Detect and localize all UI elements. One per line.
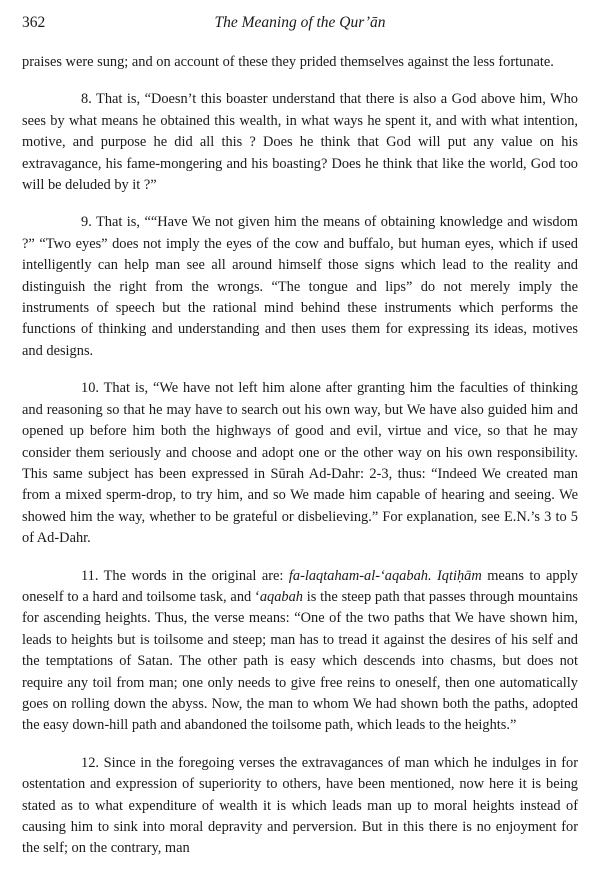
note-11-text-c: is the steep path that passes through mountains for ascending heights. Thus, the verse means: “One of the two paths that We have shown him, leads to heights but is toilsome and steep; man has to tread it against the desires of his self and the temptations of Satan. The other path is easy which descends into chasms, but does not require any toil from man; one only needs to give free reins to oneself, then one automatically goes on rolling down the abyss. Now, the man to whom We had shown both the paths, adopted the easy down-hill path and abandoned the toilsome path, which leads to the heights.”	[22, 588, 578, 734]
explanatory-notes	[22, 52, 578, 876]
note-continuation: praises were sung; and on account of these they prided themselves against the less fortunate.	[22, 54, 554, 70]
note-8: 8. That is, “Doesn’t this boaster understand that there is also a God above him, Who sees by what means he obtained this wealth, in what ways he spent it, and with what intention, motive, and purpose he did all this ? Does he think that God will put any value on his extravagance, his fame-mongering and his boasting? Does he think that like the world, God too will be deluded by it ?”	[22, 91, 578, 194]
page-number: 362	[22, 14, 46, 31]
note-11-aqabah: aqabah	[259, 588, 303, 605]
note-10: 10. That is, “We have not left him alone after granting him the faculties of thinking and reasoning so that he may have to search out his own way, but We have also guided him and opened up before him both the highways of good and evil, virtue and vice, so that he may consider them seriously and choose and adopt one or the other way on his own responsibility. This same subject has been expressed in Sūrah Ad-Dahr: 2-3, thus: “Indeed We created man from a mixed sperm-drop, to try him, and so We made him capable of hearing and seeing. We showed him the way, whether to be grateful or disbelieving.” For explanation, see E.N.’s 3 to 5 of Ad-Dahr.	[22, 380, 578, 547]
note-11-text-b: means to apply oneself to a hard and toilsome task, and ‘	[22, 567, 578, 605]
note-11-text-a: 11. The words in the original are:	[81, 567, 289, 584]
note-11	[22, 566, 578, 737]
running-title: The Meaning of the Qur’ān	[214, 14, 386, 31]
note-12: 12. Since in the foregoing verses the extravagances of man which he indulges in for ostentation and expression of superiority to others, have been mentioned, now here it is being stated as to what expenditure of wealth it is which leads man up to moral heights instead of causing him to sink into moral depravity and perversion. But in this there is no enjoyment for the self; on the contrary, man	[22, 754, 578, 857]
page-header	[22, 14, 578, 32]
note-11-transliteration: fa-laqtaham-al-‘aqabah. Iqtiḥām	[288, 567, 482, 584]
note-9: 9. That is, ““Have We not given him the means of obtaining knowledge and wisdom ?” “Two eyes” does not imply the eyes of the cow and buffalo, but human eyes, which if used intelligently can help man see all around himself those signs which lead to the reality and distinguish the right from the wrongs. “The tongue and lips” do not merely imply the instruments of speech but the rational mind behind these instruments which performs the functions of thinking and understanding and then uses them for expressing its ideas, motives and designs.	[22, 214, 578, 359]
